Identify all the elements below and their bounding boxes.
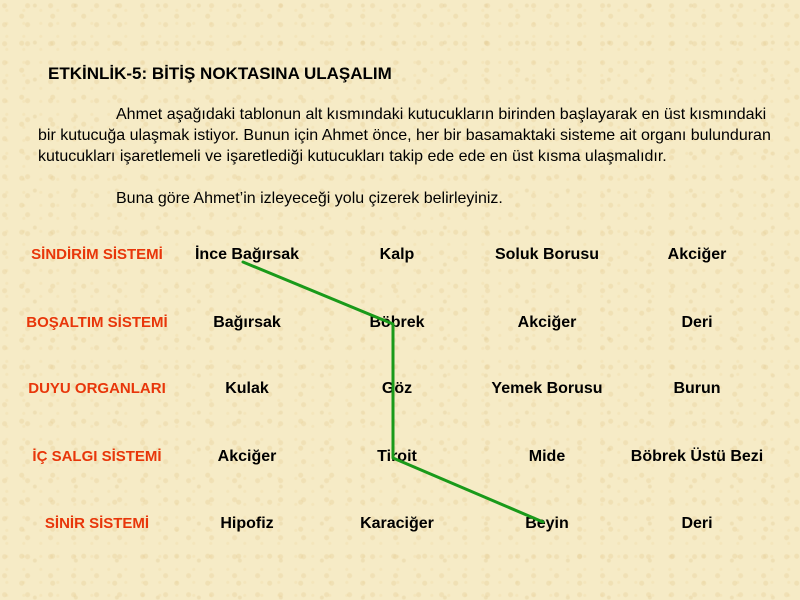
grid-row-nervous xyxy=(0,491,800,557)
organ-cell[interactable]: İnce Bağırsak xyxy=(194,246,300,263)
organ-cell[interactable]: Soluk Borusu xyxy=(494,246,599,263)
organ-cell[interactable]: Böbrek Üstü Bezi xyxy=(630,448,764,465)
organ-cell[interactable]: Deri xyxy=(681,314,713,331)
organ-cell[interactable]: Hipofiz xyxy=(220,515,274,532)
organ-cell[interactable]: Tiroit xyxy=(377,448,417,465)
organ-cell[interactable]: Beyin xyxy=(525,515,569,532)
organ-cell[interactable]: Burun xyxy=(673,380,721,397)
category-label: SİNDİRİM SİSTEMİ xyxy=(31,246,163,263)
category-label: DUYU ORGANLARI xyxy=(28,380,166,397)
organ-cell[interactable]: Karaciğer xyxy=(360,515,434,532)
organ-cell[interactable]: Akciğer xyxy=(667,246,727,263)
organ-cell[interactable]: Kalp xyxy=(379,246,415,263)
organ-cell[interactable]: Akciğer xyxy=(517,314,577,331)
organ-cell[interactable]: Yemek Borusu xyxy=(491,380,603,397)
organ-cell[interactable]: Böbrek xyxy=(369,314,425,331)
activity-title: ETKİNLİK-5: BİTİŞ NOKTASINA ULAŞALIM xyxy=(48,64,392,83)
organ-cell[interactable]: Kulak xyxy=(225,380,269,397)
instruction-paragraph: Ahmet aşağıdaki tablonun alt kısmındaki kutucukların birinden başlayarak en üst kısmındaki bir kutucuğa ulaşmak istiyor. Bunun için Ahmet önce, her bir basamaktaki sisteme ait organı bulunduran kutucukları işaretlemeli ve işaretlediği kutucukları takip ede ede en üst kısma ulaşmalıdır. xyxy=(38,106,771,165)
organ-cell[interactable]: Göz xyxy=(381,380,413,397)
task-paragraph: Buna göre Ahmet’in izleyeceği yolu çizerek belirleyiniz. xyxy=(116,190,503,207)
category-label: SİNİR SİSTEMİ xyxy=(44,515,150,532)
category-label: BOŞALTIM SİSTEMİ xyxy=(26,314,168,331)
organ-cell[interactable]: Akciğer xyxy=(217,448,277,465)
organ-cell[interactable]: Deri xyxy=(681,515,713,532)
organ-cell[interactable]: Mide xyxy=(528,448,566,465)
grid-row-endocrine xyxy=(0,424,800,490)
organ-cell[interactable]: Bağırsak xyxy=(213,314,281,331)
category-label: İÇ SALGI SİSTEMİ xyxy=(32,448,162,465)
grid-row-sense xyxy=(0,356,800,422)
organ-grid xyxy=(0,222,800,562)
grid-row-digestive xyxy=(0,222,800,288)
grid-row-excretory xyxy=(0,290,800,356)
